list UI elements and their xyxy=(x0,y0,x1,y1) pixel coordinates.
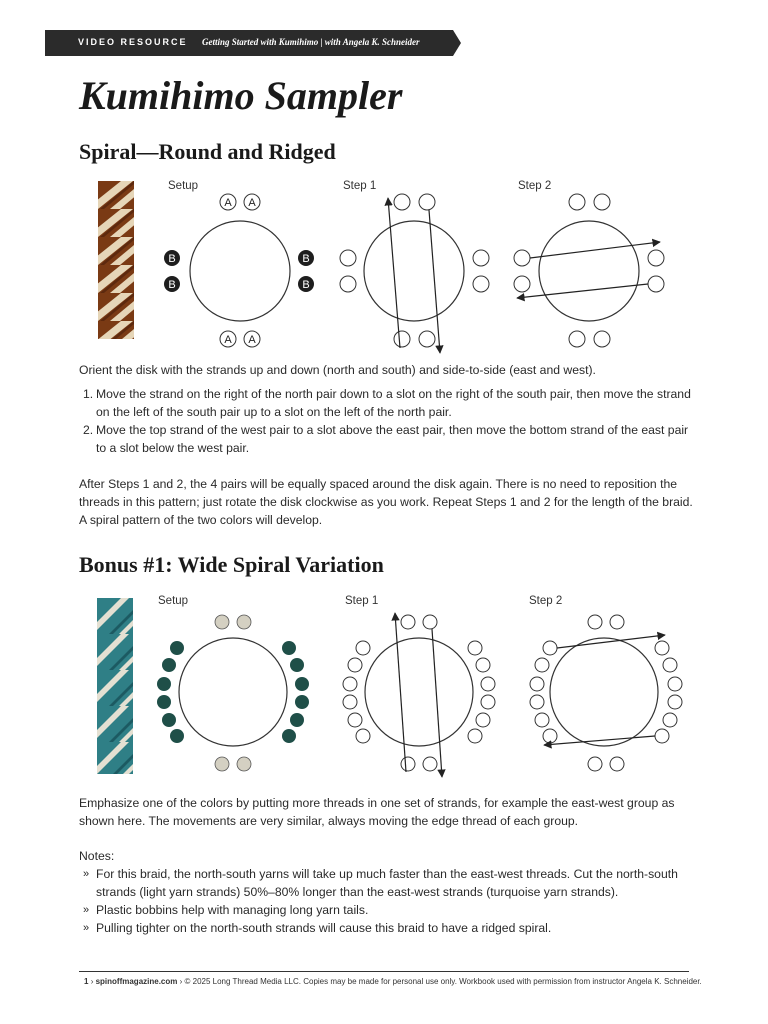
step1-diagram-wide xyxy=(335,607,505,777)
slot-a xyxy=(220,331,236,347)
svg-text:B: B xyxy=(168,279,176,291)
svg-text:A: A xyxy=(248,197,256,209)
setup-diagram xyxy=(160,190,325,350)
arrow-up xyxy=(388,198,400,348)
chevron-right-icon: › xyxy=(90,977,96,986)
section-heading-spiral: Spiral—Round and Ridged xyxy=(79,139,336,164)
arrow-left xyxy=(517,284,648,298)
instructions-intro: Orient the disk with the strands up and down (north and south) and side-to-side (east and west). xyxy=(79,363,596,377)
page-title: Kumihimo Sampler xyxy=(79,73,403,118)
braid-photo-brown xyxy=(96,181,136,339)
slot-a xyxy=(220,194,236,210)
chevron-right-icon: › xyxy=(179,977,185,986)
arrow-left xyxy=(544,736,655,745)
double-chevron-right-icon: » xyxy=(83,922,90,934)
step-item: 2. Move the top strand of the west pair to a slot above the east pair, then move the bottom strand of the east pair to a slot below the west pair. xyxy=(83,423,689,455)
after-steps-paragraph: After Steps 1 and 2, the 4 pairs will be equally spaced around the disk again. There is no need to reposition the threads in this pattern; just rotate the disk clockwise as you work. Repeat Steps 1 and 2 for the length of the braid. A spiral pattern of the two colors will develop. xyxy=(79,477,693,527)
footer-copyright: © 2025 Long Thread Media LLC. Copies may be made for personal use only. Workbook used with permission from instructor Angela K. Schneider. xyxy=(184,977,702,986)
variation-paragraph: Emphasize one of the colors by putting more threads in one set of strands, for example the east-west group as shown here. The movements are very similar, always moving the edge thread of each group. xyxy=(79,796,675,828)
setup-diagram-wide xyxy=(150,607,320,777)
arrow-right xyxy=(557,635,665,648)
note-item: » Plastic bobbins help with managing long yarn tails. xyxy=(83,903,369,917)
diagram-label-step1: Step 1 xyxy=(345,595,379,607)
slot-b xyxy=(298,276,314,292)
arrow-right xyxy=(530,242,660,258)
diagram-label-step2: Step 2 xyxy=(529,595,563,607)
slot-b xyxy=(164,250,180,266)
step2-diagram-wide xyxy=(520,607,690,777)
step2-diagram xyxy=(508,190,673,350)
banner xyxy=(78,37,419,47)
arrow-up xyxy=(395,613,406,772)
page-number: 1 xyxy=(84,977,89,986)
svg-text:B: B xyxy=(302,279,310,291)
svg-text:B: B xyxy=(168,253,176,265)
footer-rule xyxy=(79,971,689,972)
slot-a xyxy=(244,331,260,347)
svg-text:A: A xyxy=(224,334,232,346)
section-heading-bonus: Bonus #1: Wide Spiral Variation xyxy=(79,552,384,577)
steps-list xyxy=(79,385,694,457)
step-item: 1. Move the strand on the right of the north pair down to a slot on the right of the south pair, then move the strand on the left of the south pair up to a slot on the left of the north pair. xyxy=(83,387,691,419)
footer-site-link[interactable]: spinoffmagazine.com xyxy=(95,977,178,986)
svg-text:A: A xyxy=(224,197,232,209)
slot-b xyxy=(298,250,314,266)
note-item: » For this braid, the north-south yarns will take up much faster than the east-west threads. Cut the north-south strands (light yarn strands) 50%–80% longer than the east-west strands (turquoise yarn strands). xyxy=(83,867,678,899)
double-chevron-right-icon: » xyxy=(83,868,90,880)
diagram-label-setup: Setup xyxy=(158,595,189,607)
double-chevron-right-icon: » xyxy=(83,904,90,916)
banner-course-title: Getting Started with Kumihimo | with Angela K. Schneider xyxy=(202,37,420,47)
svg-text:B: B xyxy=(302,253,310,265)
footer xyxy=(84,977,702,986)
notes-label: Notes: xyxy=(79,849,115,863)
braiding-disk xyxy=(190,221,290,321)
svg-text:A: A xyxy=(248,334,256,346)
braid-photo-teal xyxy=(95,598,135,774)
slot-a xyxy=(244,194,260,210)
diagram-label-setup: Setup xyxy=(168,180,199,192)
notes-list xyxy=(79,865,694,937)
note-item: » Pulling tighter on the north-south strands will cause this braid to have a ridged spiral. xyxy=(83,921,552,935)
slot-b xyxy=(164,276,180,292)
diagram-label-step2: Step 2 xyxy=(518,180,552,192)
diagram-label-step1: Step 1 xyxy=(343,180,377,192)
banner-label: VIDEO RESOURCE xyxy=(78,37,188,47)
step1-diagram xyxy=(333,190,498,350)
arrow-down xyxy=(432,629,442,777)
